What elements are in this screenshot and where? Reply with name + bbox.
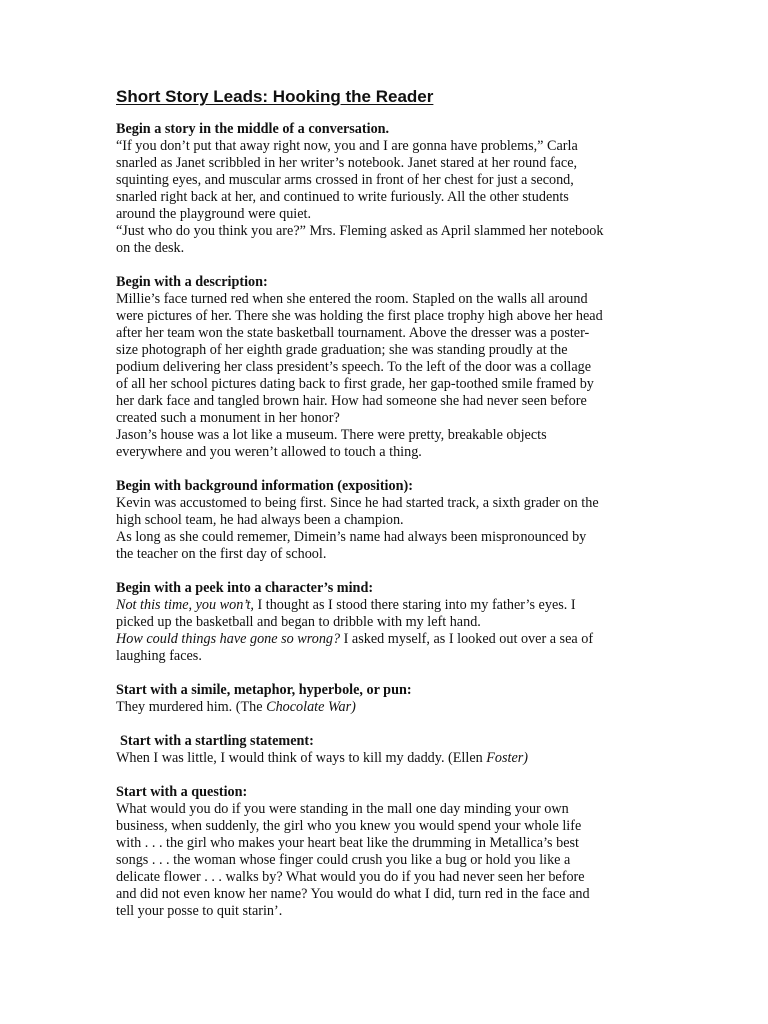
text-line: high school team, he had always been a champion. xyxy=(116,512,404,528)
text-line: What would you do if you were standing in the mall one day minding your own xyxy=(116,801,569,817)
text-line: everywhere and you weren’t allowed to touch a thing. xyxy=(116,444,422,460)
text-line: songs . . . the woman whose finger could crush you like a bug or hold you like a xyxy=(116,852,571,868)
text-line: Kevin was accustomed to being first. Since he had started track, a sixth grader on the xyxy=(116,495,599,511)
line-text: When I was little, I would think of ways to kill my daddy. (Ellen xyxy=(116,750,487,766)
paragraph xyxy=(116,427,656,461)
text-line: snarled as Janet scribbled in her writer’s notebook. Janet stared at her round face, xyxy=(116,155,578,171)
text-line: squinting eyes, and muscular arms crossed in front of her chest for just a second, xyxy=(116,172,574,188)
paragraph xyxy=(116,597,656,665)
text-line: size photograph of her eighth grade graduation; she was standing proudly at the xyxy=(116,342,568,358)
section-heading: Start with a question: xyxy=(116,784,248,800)
paragraph xyxy=(116,801,656,920)
text-line: snarled right back at her, and continued to write furiously. All the other students xyxy=(116,189,569,205)
italic-text: Not this time, you won’t, xyxy=(116,597,254,613)
text-line: As long as she could rememer, Dimein’s name had always been mispronounced by xyxy=(116,529,587,545)
text-line xyxy=(116,750,656,767)
section-heading: Begin with background information (exposition): xyxy=(116,478,413,494)
paragraph xyxy=(116,223,656,257)
paragraph xyxy=(116,529,656,563)
section-character-mind xyxy=(116,580,656,665)
text-line xyxy=(116,699,656,716)
text-line: created such a monument in her honor? xyxy=(116,410,340,426)
text-line xyxy=(116,648,656,665)
text-line: on the desk. xyxy=(116,240,185,256)
section-conversation xyxy=(116,121,656,257)
text-line: tell your posse to quit starin’. xyxy=(116,903,283,919)
section-heading: Start with a startling statement: xyxy=(120,733,314,749)
document-title: Short Story Leads: Hooking the Reader xyxy=(116,87,434,106)
text-line xyxy=(116,631,656,648)
text-line: around the playground were quiet. xyxy=(116,206,312,222)
text-line xyxy=(116,614,656,631)
text-line: business, when suddenly, the girl who you knew you would spend your whole life xyxy=(116,818,582,834)
section-question xyxy=(116,784,656,920)
text-line: Millie’s face turned red when she entered the room. Stapled on the walls all around xyxy=(116,291,588,307)
text-line: with . . . the girl who makes your heart beat like the drumming in Metallica’s best xyxy=(116,835,579,851)
section-background xyxy=(116,478,656,563)
italic-text: Foster) xyxy=(486,750,529,766)
section-startling-statement xyxy=(116,733,656,767)
section-simile xyxy=(116,682,656,716)
section-heading: Begin with a description: xyxy=(116,274,268,290)
text-line: of all her school pictures dating back to first grade, her gap-toothed smile framed by xyxy=(116,376,594,392)
italic-text: Chocolate War) xyxy=(266,699,356,715)
document-body xyxy=(116,121,656,920)
text-line: delicate flower . . . walks by? What would you do if you had never seen her before xyxy=(116,869,585,885)
text-line: podium delivering her class president’s speech. To the left of the door was a collage xyxy=(116,359,592,375)
italic-text: How could things have gone so wrong? xyxy=(116,631,341,647)
line-text: picked up the basketball and began to dribble with my left hand. xyxy=(116,614,481,630)
text-line: “If you don’t put that away right now, you and I are gonna have problems,” Carla xyxy=(116,138,578,154)
line-text: I thought as I stood there staring into my father’s eyes. I xyxy=(253,597,576,613)
text-line: and did not even know her name? You would do what I did, turn red in the face and xyxy=(116,886,590,902)
text-line: her dark face and tangled brown hair. How had someone she had never seen before xyxy=(116,393,587,409)
section-description xyxy=(116,274,656,461)
text-line: “Just who do you think you are?” Mrs. Fleming asked as April slammed her notebook xyxy=(116,223,604,239)
paragraph xyxy=(116,138,656,223)
section-heading: Begin with a peek into a character’s mind: xyxy=(116,580,374,596)
line-text: I asked myself, as I looked out over a sea of xyxy=(340,631,594,647)
paragraph xyxy=(116,291,656,427)
text-line: Jason’s house was a lot like a museum. There were pretty, breakable objects xyxy=(116,427,547,443)
section-heading: Begin a story in the middle of a conversation. xyxy=(116,121,390,137)
text-line: the teacher on the first day of school. xyxy=(116,546,327,562)
line-text: They murdered him. (The xyxy=(116,699,267,715)
line-text: laughing faces. xyxy=(116,648,202,664)
text-line xyxy=(116,597,656,614)
text-line: were pictures of her. There she was holding the first place trophy high above her head xyxy=(116,308,603,324)
section-heading: Start with a simile, metaphor, hyperbole, or pun: xyxy=(116,682,412,698)
paragraph xyxy=(116,495,656,529)
text-line: after her team won the state basketball tournament. Above the dresser was a poster- xyxy=(116,325,590,341)
